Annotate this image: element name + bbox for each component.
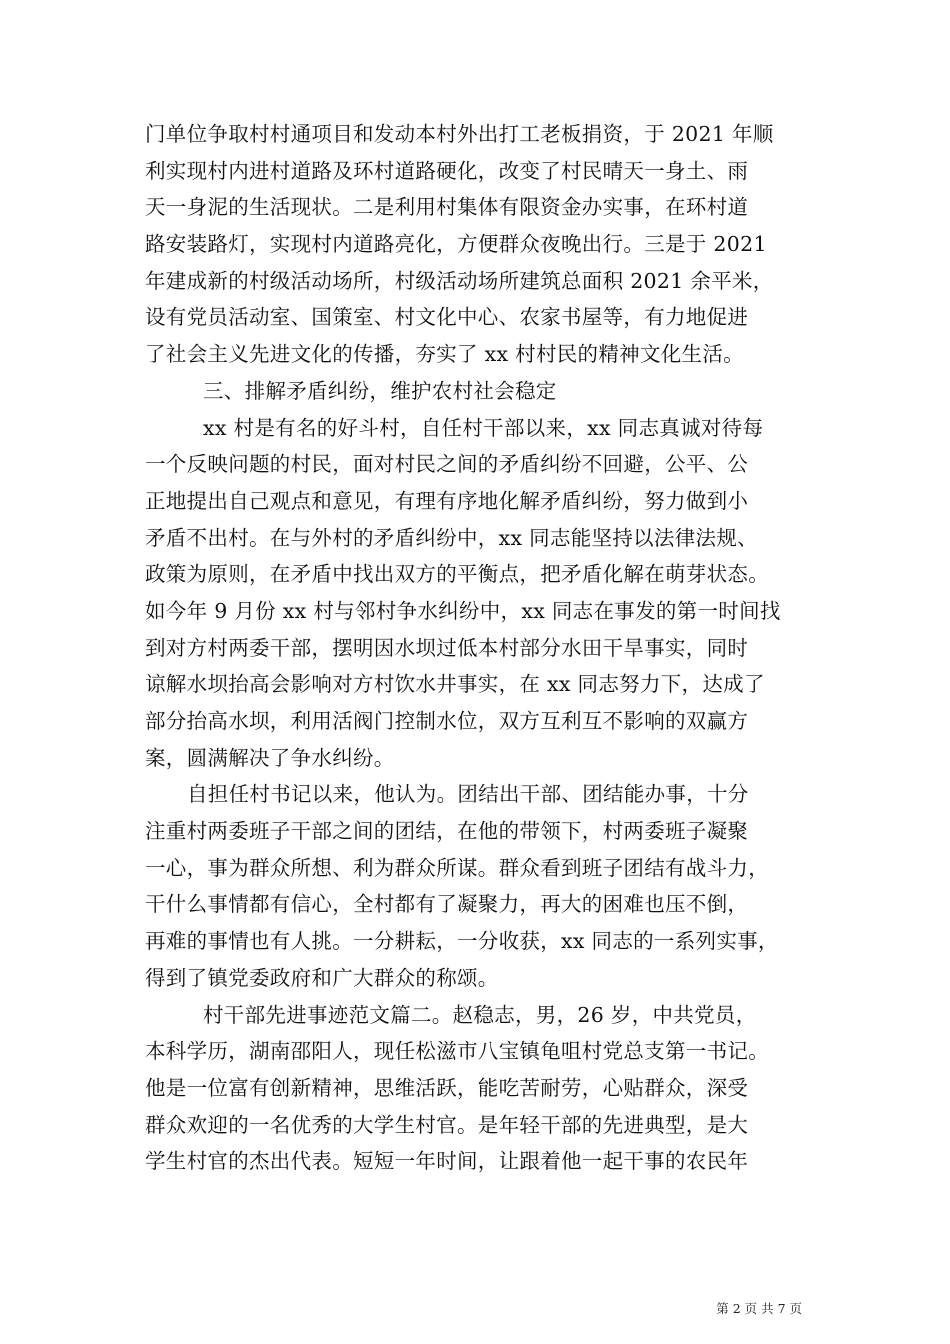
text-line: 自担任村书记以来，他认为。团结出干部、团结能办事，十分: [187, 782, 749, 807]
text-line: 正地提出自己观点和意见，有理有序地化解矛盾纠纷，努力做到小: [145, 488, 749, 513]
text-line: 年建成新的村级活动场所，村级活动场所建筑总面积 2021 余平米，: [145, 268, 774, 293]
text-line: 群众欢迎的一名优秀的大学生村官。是年轻干部的先进典型，是大: [145, 1112, 749, 1137]
text-line: xx 村是有名的好斗村，自任村干部以来，xx 同志真诚对待每: [203, 415, 764, 440]
section-heading: 三、排解矛盾纠纷，维护农村社会稳定: [203, 378, 557, 403]
text-line: 得到了镇党委政府和广大群众的称颂。: [145, 965, 499, 990]
text-line: 案，圆满解决了争水纠纷。: [145, 745, 395, 770]
text-line: 门单位争取村村通项目和发动本村外出打工老板捐资，于 2021 年顺: [145, 122, 774, 146]
text-line: 设有党员活动室、国策室、村文化中心、农家书屋等，有力地促进: [145, 305, 749, 330]
text-line: 注重村两委班子干部之间的团结，在他的带领下，村两委班子凝聚: [145, 819, 749, 844]
text-line: 再难的事情也有人挑。一分耕耘，一分收获，xx 同志的一系列实事，: [145, 929, 779, 954]
text-line: 到对方村两委干部，摆明因水坝过低本村部分水田干旱事实，同时: [145, 635, 749, 660]
text-line: 天一身泥的生活现状。二是利用村集体有限资金办实事，在环村道: [145, 195, 749, 220]
text-line: 干什么事情都有信心，全村都有了凝聚力，再大的困难也压不倒，: [145, 892, 749, 917]
text-line: 了社会主义先进文化的传播，夯实了 xx 村村民的精神文化生活。: [145, 342, 744, 367]
text-line: 利实现村内进村道路及环村道路硬化，改变了村民晴天一身土、雨: [145, 158, 749, 183]
document-body: [145, 116, 805, 1180]
text-line: 如今年 9 月份 xx 村与邻村争水纠纷中，xx 同志在事发的第一时间找: [145, 598, 781, 623]
text-line: 本科学历，湖南邵阳人，现任松滋市八宝镇龟咀村党总支第一书记。: [145, 1039, 769, 1064]
text-line: 谅解水坝抬高会影响对方村饮水井事实，在 xx 同志努力下，达成了: [145, 672, 765, 697]
text-line: 一个反映问题的村民，面对村民之间的矛盾纠纷不回避，公平、公: [145, 452, 749, 477]
text-line: 路安装路灯，实现村内道路亮化，方便群众夜晚出行。三是于 2021: [145, 232, 767, 257]
text-line: 村干部先进事迹范文篇二。赵稳志，男，26 岁，中共党员，: [203, 1002, 757, 1027]
text-line: 矛盾不出村。在与外村的矛盾纠纷中，xx 同志能坚持以法律法规、: [145, 525, 758, 550]
text-line: 他是一位富有创新精神，思维活跃，能吃苦耐劳，心贴群众，深受: [145, 1075, 749, 1100]
text-line: 一心，事为群众所想、利为群众所谋。群众看到班子团结有战斗力，: [145, 855, 769, 880]
page-number: 第 2 页 共 7 页: [716, 1301, 802, 1316]
text-line: 部分抬高水坝，利用活阀门控制水位，双方互利互不影响的双赢方: [145, 709, 749, 733]
text-line: 学生村官的杰出代表。短短一年时间，让跟着他一起干事的农民年: [145, 1149, 749, 1174]
text-line: 政策为原则，在矛盾中找出双方的平衡点，把矛盾化解在萌芽状态。: [145, 562, 769, 587]
